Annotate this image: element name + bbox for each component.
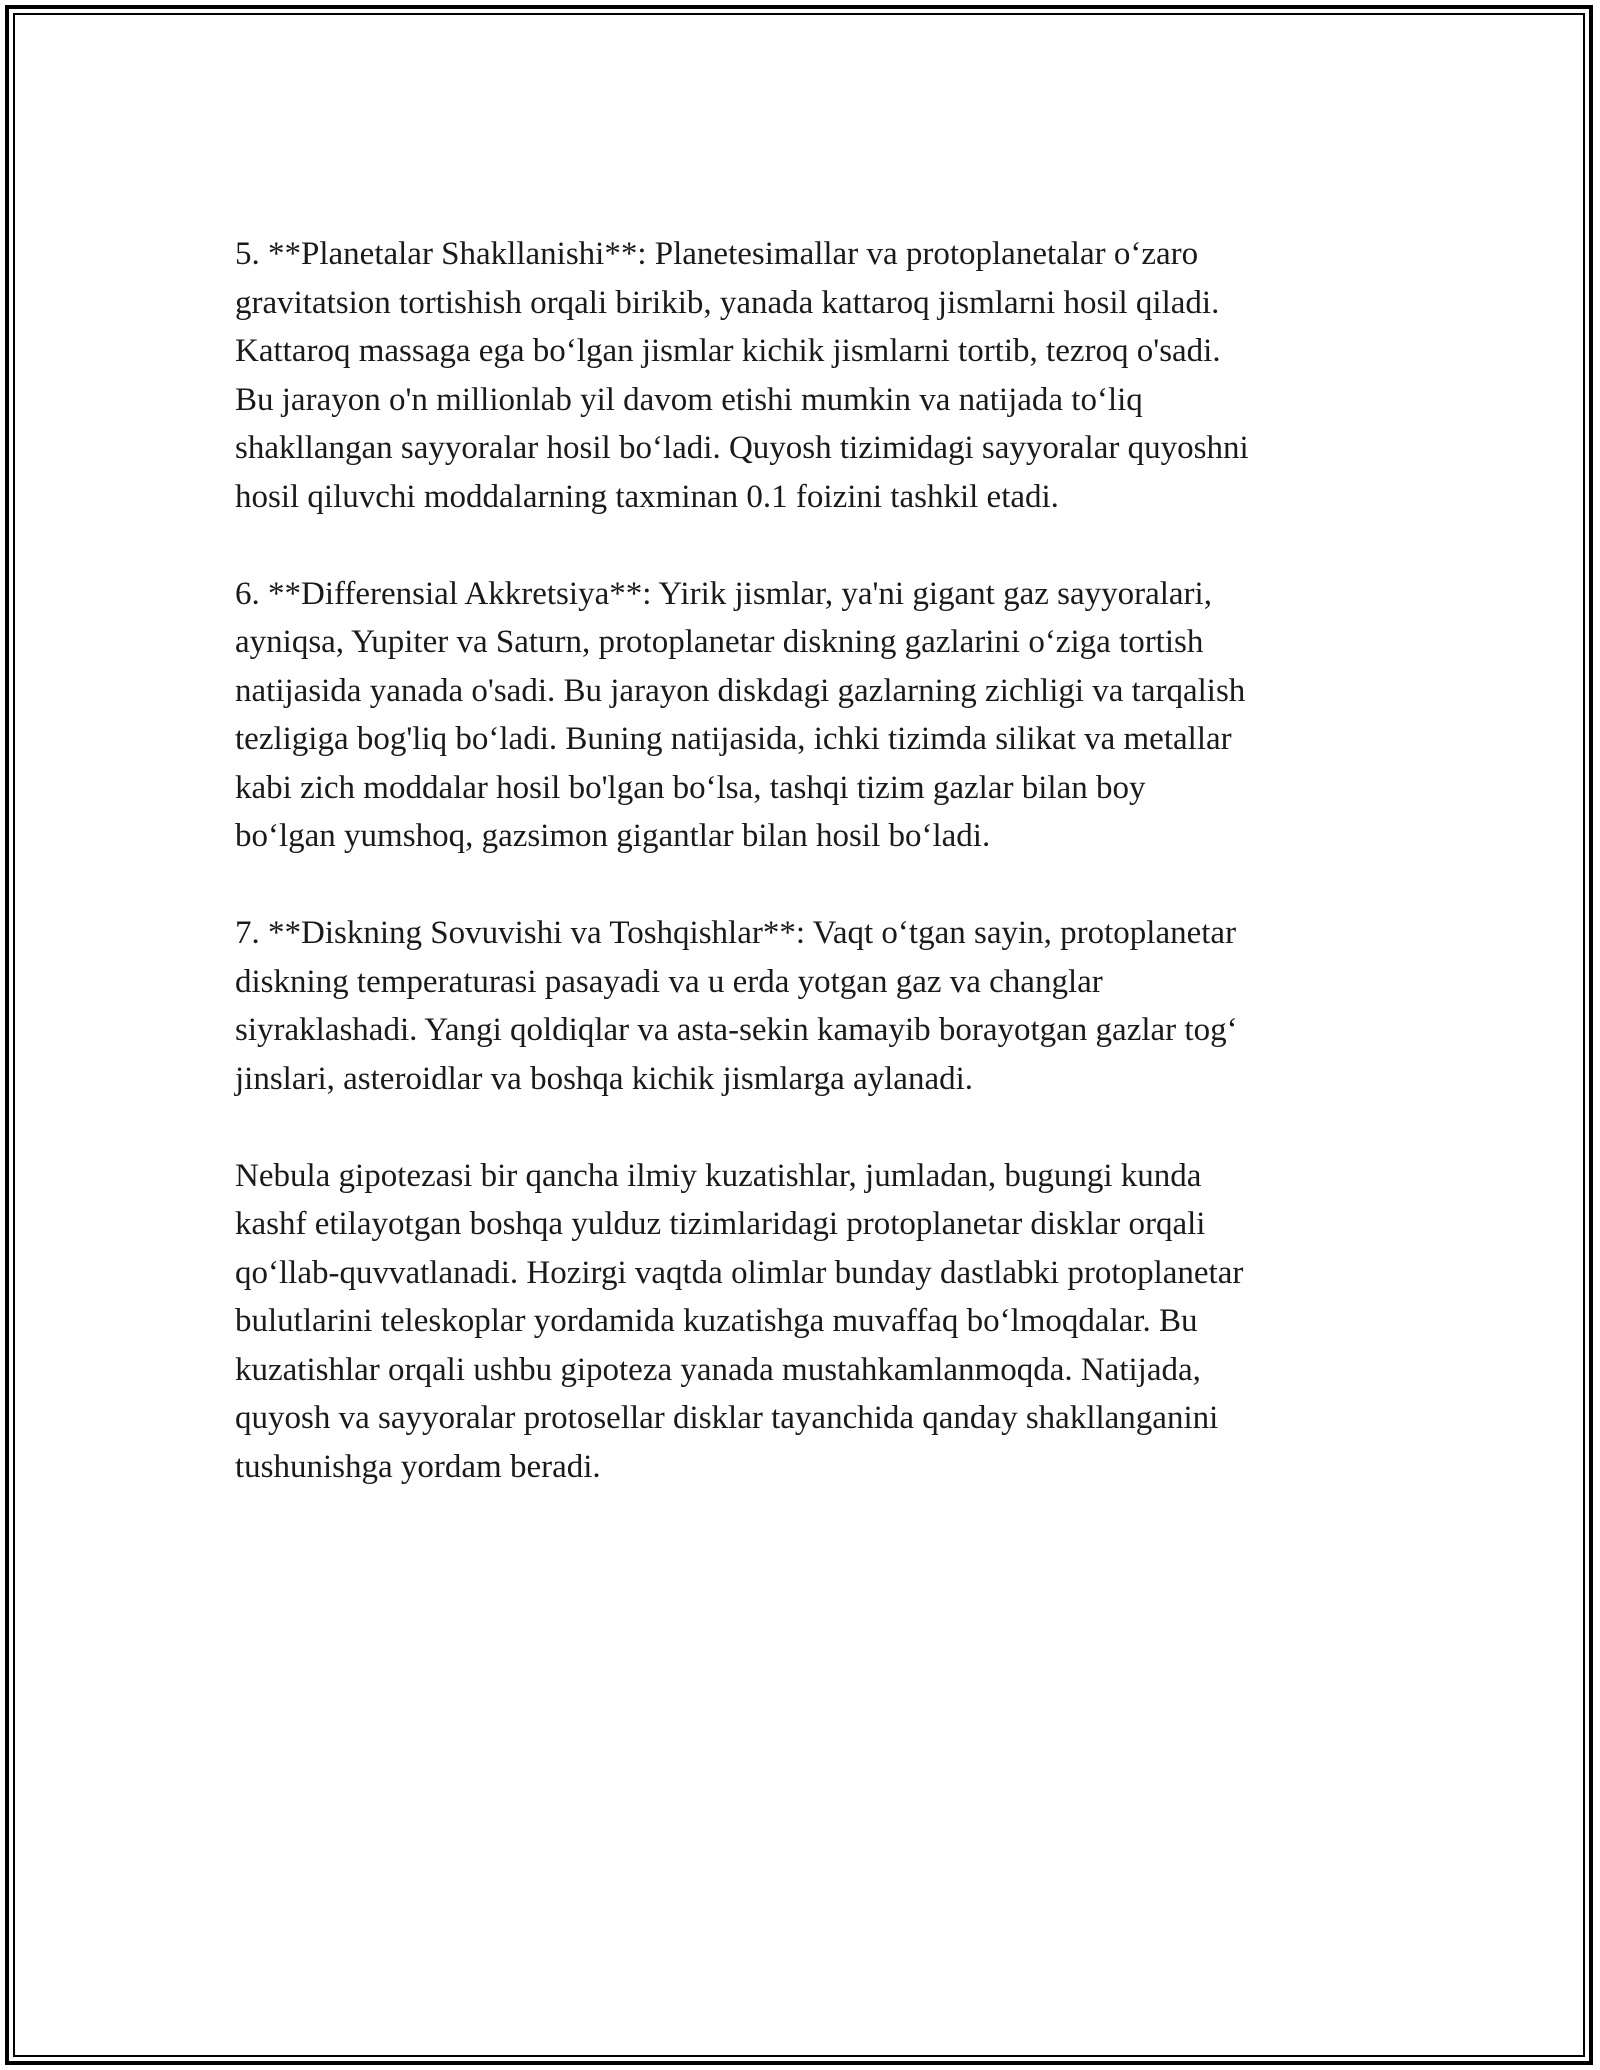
paragraph-disk-cooling: 7. **Diskning Sovuvishi va Toshqishlar**: Vaqt o‘tgan sayin, protoplanetar diskning temperaturasi pasayadi va u erda yotgan gaz va changlar siyraklashadi. Yangi qoldiqlar va asta-sekin kamayib borayotgan gazlar tog‘ jinslari, asteroidlar va boshqa kichik jismlarga aylanadi. [235, 915, 1238, 1097]
paragraph-nebula-hypothesis: Nebula gipotezasi bir qancha ilmiy kuzatishlar, jumladan, bugungi kunda kashf etilayotgan boshqa yulduz tizimlaridagi protoplanetar disklar orqali qo‘llab-quvvatlanadi. Hozirgi vaqtda olimlar bunday dastlabki protoplanetar bulutlarini teleskoplar yordamida kuzatishga muvaffaq bo‘lmoqdalar. Bu kuzatishlar orqali ushbu gipoteza yanada mustahkamlanmoqda. Natijada, quyosh va sayyoralar protosellar disklar tayanchida qanday shakllanganini tushunishga yordam beradi. [235, 1157, 1244, 1485]
paragraph-differential-accretion: 6. **Differensial Akkretsiya**: Yirik jismlar, ya'ni gigant gaz sayyoralari, ayniqsa, Yupiter va Saturn, protoplanetar diskning gazlarini o‘ziga tortish natijasida yanada o'sadi. Bu jarayon diskdagi gazlarning zichligi va tarqalish tezligiga bog'liq bo‘ladi. Buning natijasida, ichki tizimda silikat va metallar kabi zich moddalar hosil bo'lgan bo‘lsa, tashqi tizim gazlar bilan boy bo‘lgan yumshoq, gazsimon gigantlar bilan hosil bo‘ladi. [235, 575, 1246, 854]
document-body [235, 230, 1385, 1491]
paragraph-planet-formation: 5. **Planetalar Shakllanishi**: Planetesimallar va protoplanetalar o‘zaro gravitatsion tortishish orqali birikib, yanada kattaroq jismlarni hosil qiladi. Kattaroq massaga ega bo‘lgan jismlar kichik jismlarni tortib, tezroq o'sadi. Bu jarayon o'n millionlab yil davom etishi mumkin va natijada to‘liq shakllangan sayyoralar hosil bo‘ladi. Quyosh tizimidagi sayyoralar quyoshni hosil qiluvchi moddalarning taxminan 0.1 foizini tashkil etadi. [235, 236, 1249, 515]
